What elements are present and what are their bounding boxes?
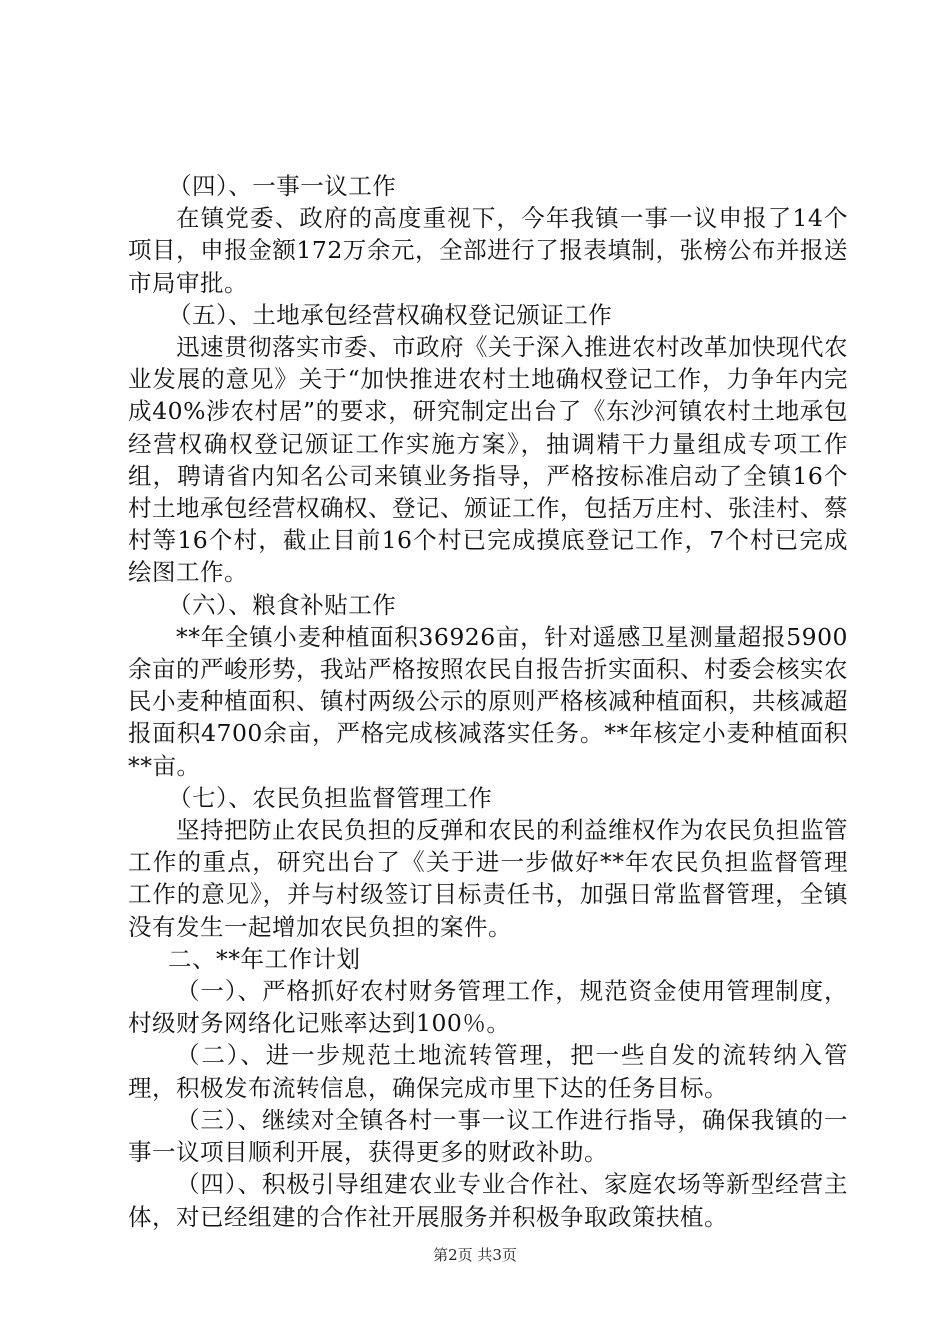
- paragraph-land-rights-registration: 迅速贯彻落实市委、市政府《关于深入推进农村改革加快现代农业发展的意见》关于“加快推进农村土地确权登记工作，力争年内完成40%涉农村居”的要求，研究制定出台了《东沙河镇农村土地承包经营权确权登记颁证工作实施方案》，抽调精干力量组成专项工作组，聘请省内知名公司来镇业务指导，严格按标准启动了全镇16个村土地承包经营权确权、登记、颁证工作，包括万庄村、张洼村、蔡村等16个村，截止目前16个村已完成摸底登记工作，7个村已完成绘图工作。: [128, 333, 848, 587]
- section-heading-4: （四）、一事一议工作: [168, 172, 397, 200]
- section-heading-5: （五）、土地承包经营权确权登记颁证工作: [168, 300, 613, 329]
- paragraph-one-issue-one-discussion: 在镇党委、政府的高度重视下，今年我镇一事一议申报了14个项目，申报金额172万余元，全部进行了报表填制，张榜公布并报送市局审批。: [128, 204, 848, 297]
- paragraph-farmer-burden: 坚持把防止农民负担的反弹和农民的利益维权作为农民负担监管工作的重点，研究出台了《关于进一步做好**年农民负担监督管理工作的意见》，并与村级签订目标责任书，加强日常监督管理，全镇没有发生一起增加农民负担的案件。: [128, 816, 848, 941]
- section-heading-work-plan: 二、**年工作计划: [168, 944, 361, 973]
- paragraph-grain-subsidy: **年全镇小麦种植面积36926亩，针对遥感卫星测量超报5900余亩的严峻形势，我站严格按照农民自报告折实面积、村委会核实农民小麦种植面积、镇村两级公示的原则严格核减种植面积，共核减超报面积4700余亩，严格完成核减落实任务。**年核定小麦种植面积**亩。: [128, 622, 848, 780]
- document-body: [128, 170, 848, 1233]
- plan-item-1: （一）、严格抓好农村财务管理工作，规范资金使用管理制度，村级财务网络化记账率达到100％。: [128, 977, 848, 1038]
- plan-item-4: （四）、积极引导组建农业专业合作社、家庭农场等新型经营主体，对已经组建的合作社开展服务并积极争取政策扶植。: [128, 1170, 848, 1231]
- plan-item-2: （二）、进一步规范土地流转管理，把一些自发的流转纳入管理，积极发布流转信息，确保完成市里下达的任务目标。: [128, 1041, 848, 1102]
- plan-item-3: （三）、继续对全镇各村一事一议工作进行指导，确保我镇的一事一议项目顺利开展，获得更多的财政补助。: [128, 1105, 848, 1167]
- section-heading-7: （七）、农民负担监督管理工作: [168, 783, 493, 812]
- section-heading-6: （六）、粮食补贴工作: [168, 590, 397, 619]
- page-number-footer: 第2页 共3页: [433, 1246, 517, 1264]
